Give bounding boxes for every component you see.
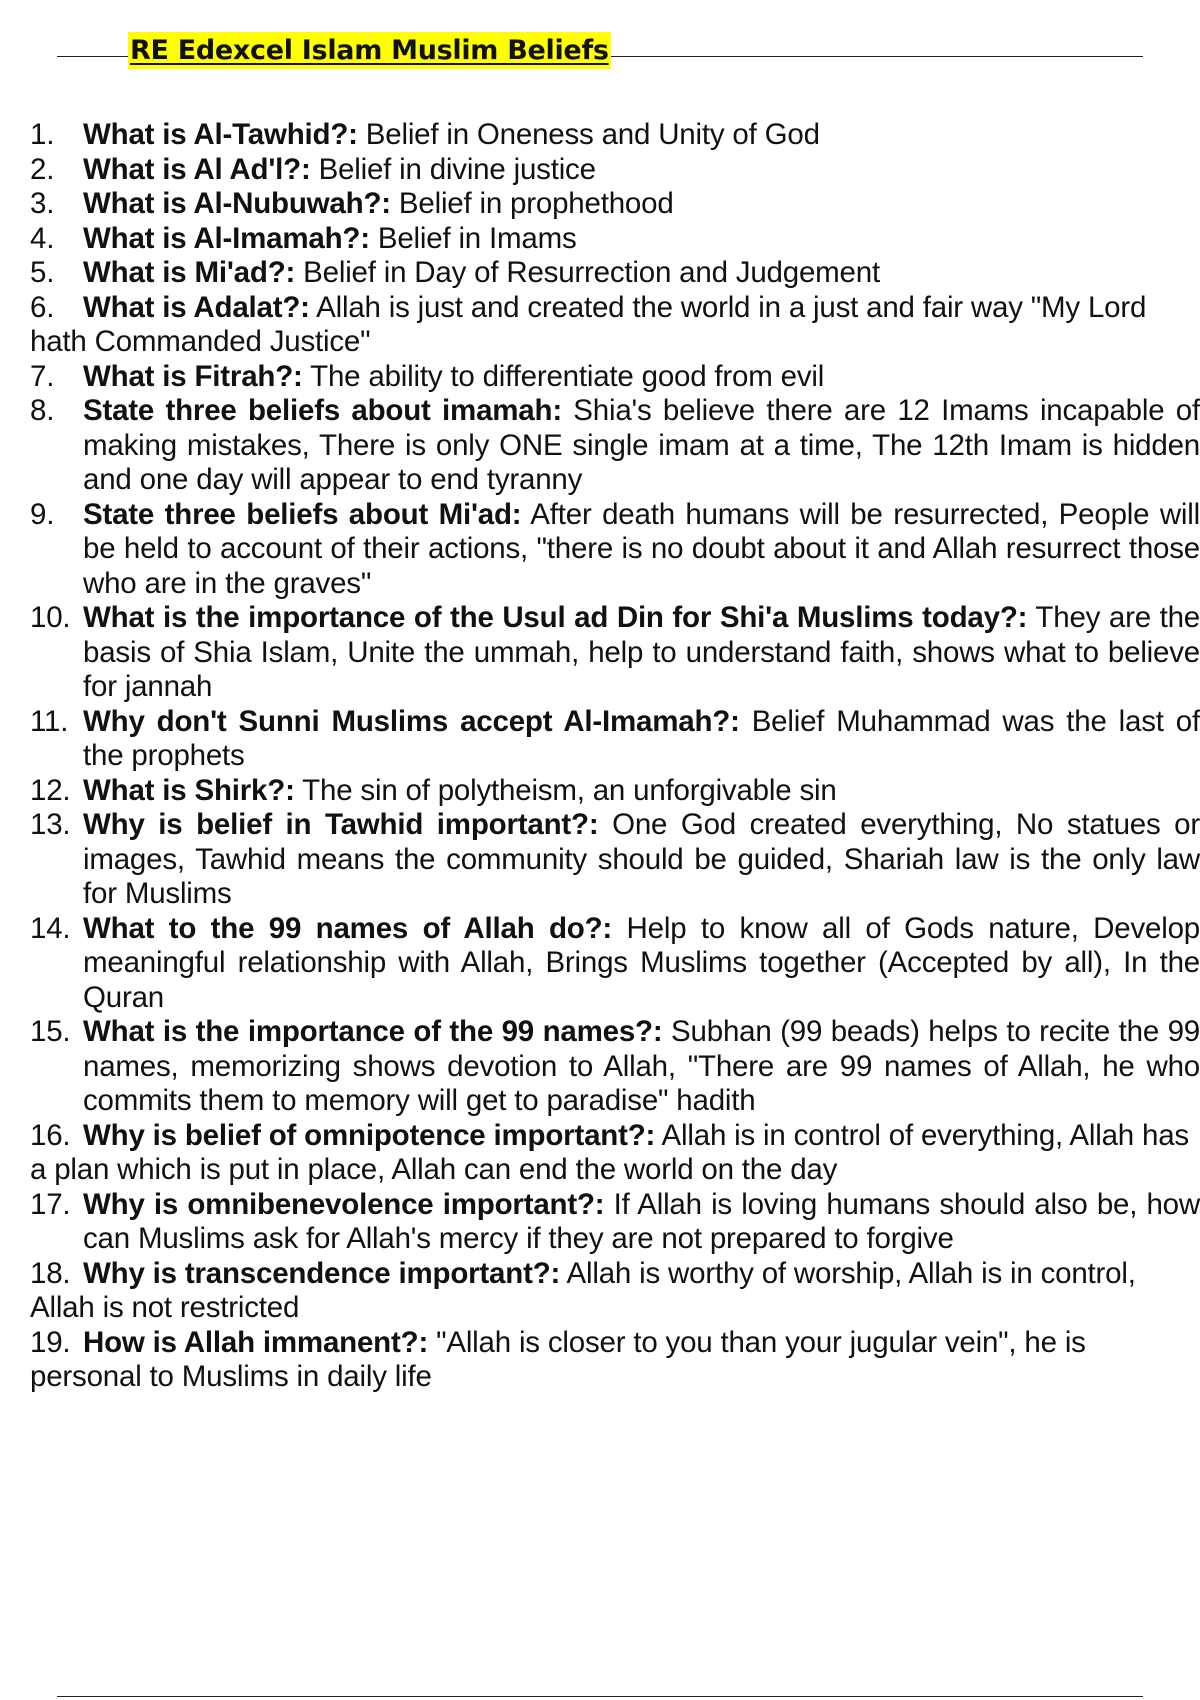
item-number: 13. xyxy=(30,808,71,841)
item-question: What is Al-Imamah?: xyxy=(83,221,370,255)
item-number: 2. xyxy=(30,152,55,186)
item-number: 16. xyxy=(30,1118,71,1152)
list-item xyxy=(30,187,1200,222)
item-answer: The ability to differentiate good from evil xyxy=(302,359,825,393)
list-item xyxy=(30,1326,1200,1395)
item-question: What is the importance of the Usul ad Din for Shi'a Muslims today?: xyxy=(83,601,1028,634)
item-question: State three beliefs about Mi'ad: xyxy=(83,497,522,531)
question-list xyxy=(30,118,1200,1395)
item-number: 9. xyxy=(30,497,55,531)
list-item xyxy=(30,498,1200,602)
list-item xyxy=(30,912,1200,1016)
list-item xyxy=(30,118,1200,153)
item-number: 17. xyxy=(30,1187,71,1221)
item-number: 11. xyxy=(30,704,69,738)
list-item xyxy=(30,256,1200,291)
item-question: Why is belief in Tawhid important?: xyxy=(83,808,599,841)
list-item xyxy=(30,1257,1200,1326)
item-answer: They are the basis of Shia Islam, Unite the ummah, help to understand faith, shows what to believe for jannah xyxy=(83,601,1200,703)
item-question: What is Fitrah?: xyxy=(83,359,303,393)
item-answer: Allah is just and created the world in a just and fair way "My Lord hath Commanded Justice" xyxy=(30,290,1147,358)
item-answer: Help to know all of Gods nature, Develop meaningful relationship with Allah, Brings Muslims together (Accepted by all), In the Quran xyxy=(83,911,1200,1014)
item-number: 3. xyxy=(30,187,55,220)
item-number: 10. xyxy=(30,601,71,634)
item-answer: After death humans will be resurrected, People will be held to account of their actions, "there is no doubt about it and Allah resurrect those who are in the graves" xyxy=(83,497,1200,600)
item-question: State three beliefs about imamah: xyxy=(83,394,562,427)
item-question: What is Adalat?: xyxy=(83,290,310,324)
item-answer: Belief in Imams xyxy=(369,221,577,255)
item-answer: Belief in Oneness and Unity of God xyxy=(357,118,820,151)
list-item xyxy=(30,774,1200,809)
item-question: What is the importance of the 99 names?: xyxy=(83,1015,663,1048)
list-item xyxy=(30,1015,1200,1119)
item-question: Why is transcendence important?: xyxy=(83,1256,561,1290)
footer-rule xyxy=(57,1696,1143,1697)
list-item xyxy=(30,808,1200,912)
item-answer: The sin of polytheism, an unforgivable sin xyxy=(294,773,837,807)
item-answer: Allah is in control of everything, Allah has a plan which is put in place, Allah can end the world on the day xyxy=(30,1118,1189,1186)
item-question: What is Mi'ad?: xyxy=(83,256,296,289)
item-question: What is Al-Tawhid?: xyxy=(83,118,358,151)
item-question: Why is omnibenevolence important?: xyxy=(83,1187,605,1221)
list-item xyxy=(30,153,1200,188)
item-number: 4. xyxy=(30,221,55,255)
item-number: 5. xyxy=(30,256,55,289)
item-number: 15. xyxy=(30,1015,71,1048)
item-number: 7. xyxy=(30,359,55,393)
item-number: 18. xyxy=(30,1256,71,1290)
item-question: What is Al Ad'l?: xyxy=(83,152,311,186)
item-answer: Belief in Day of Resurrection and Judgement xyxy=(295,256,880,289)
item-answer: Belief in prophethood xyxy=(390,187,674,220)
item-answer: If Allah is loving humans should also be, how can Muslims ask for Allah's mercy if they are not prepared to forgive xyxy=(83,1187,1200,1255)
item-number: 6. xyxy=(30,290,55,324)
list-item xyxy=(30,705,1200,774)
item-answer: Allah is worthy of worship, Allah is in control, Allah is not restricted xyxy=(30,1256,1136,1324)
item-question: What is Al-Nubuwah?: xyxy=(83,187,391,220)
item-number: 12. xyxy=(30,773,71,807)
list-item xyxy=(30,1119,1200,1188)
page-title: RE Edexcel Islam Muslim Beliefs xyxy=(128,32,611,69)
item-question: Why don't Sunni Muslims accept Al-Imamah?: xyxy=(83,704,740,738)
list-item xyxy=(30,394,1200,498)
item-number: 1. xyxy=(30,118,55,151)
item-question: What to the 99 names of Allah do?: xyxy=(83,911,613,945)
item-number: 8. xyxy=(30,394,55,427)
item-answer: One God created everything, No statues or images, Tawhid means the community should be guided, Shariah law is the only law for Muslims xyxy=(83,808,1200,910)
item-answer: Shia's believe there are 12 Imams incapable of making mistakes, There is only ONE single imam at a time, The 12th Imam is hidden and one day will appear to end tyranny xyxy=(83,394,1200,496)
list-item xyxy=(30,1188,1200,1257)
item-number: 19. xyxy=(30,1325,71,1359)
item-answer: Subhan (99 beads) helps to recite the 99 names, memorizing shows devotion to Allah, "There are 99 names of Allah, he who commits them to memory will get to paradise" hadith xyxy=(83,1015,1200,1117)
item-answer: Belief Muhammad was the last of the prophets xyxy=(83,704,1200,772)
list-item xyxy=(30,360,1200,395)
item-number: 14. xyxy=(30,911,71,945)
list-item xyxy=(30,222,1200,257)
item-question: How is Allah immanent?: xyxy=(83,1325,429,1359)
item-answer: Belief in divine justice xyxy=(310,152,596,186)
item-question: What is Shirk?: xyxy=(83,773,295,807)
list-item xyxy=(30,291,1200,360)
list-item xyxy=(30,601,1200,705)
item-answer: "Allah is closer to you than your jugular vein", he is personal to Muslims in daily life xyxy=(30,1325,1086,1393)
item-question: Why is belief of omnipotence important?: xyxy=(83,1118,656,1152)
